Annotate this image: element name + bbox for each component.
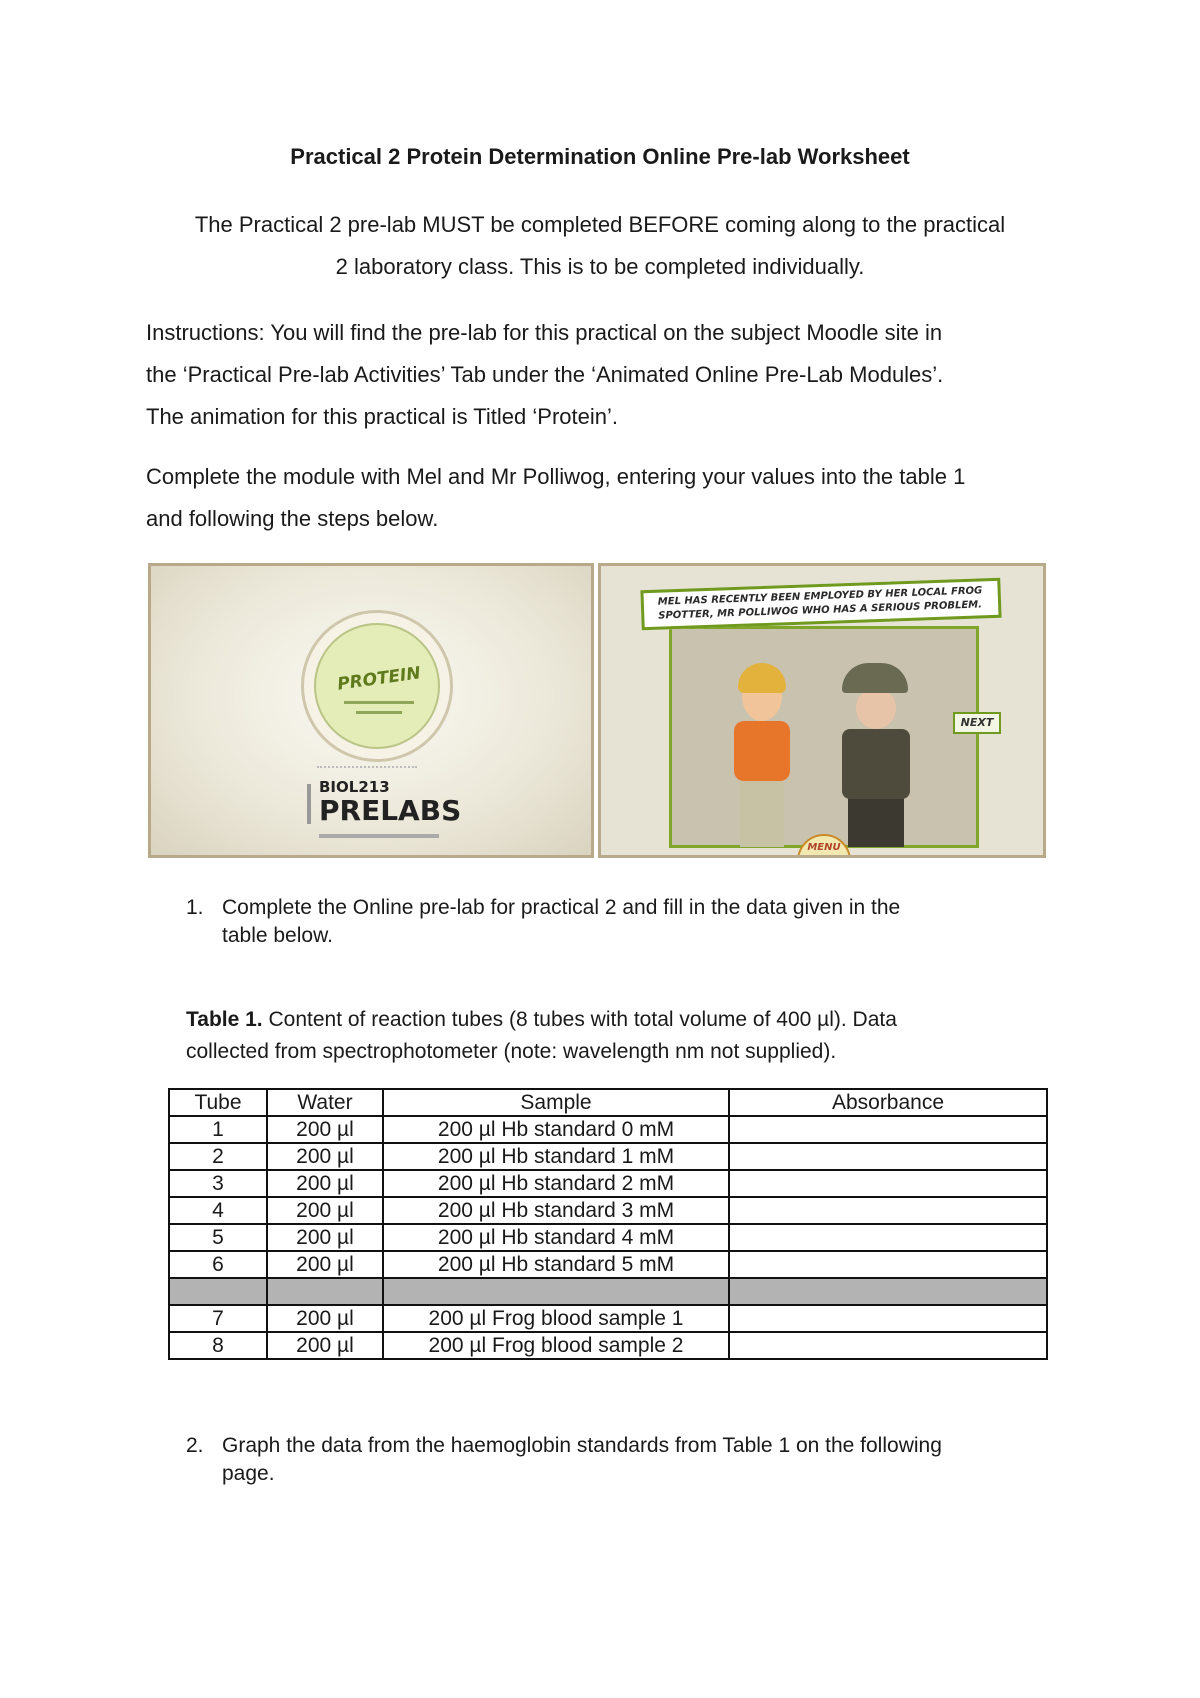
- table-row: [169, 1116, 1047, 1143]
- page-title: Practical 2 Protein Determination Online Pre-lab Worksheet: [290, 144, 910, 169]
- intro-line-1: The Practical 2 pre-lab MUST be completed BEFORE coming along to the practical: [194, 212, 1006, 237]
- cell-sample: 200 µl Hb standard 3 mM: [383, 1197, 729, 1224]
- scene-caption: MEL HAS RECENTLY BEEN EMPLOYED BY HER LOCAL FROG SPOTTER, MR POLLIWOG WHO HAS A SERIOUS PROBLEM.: [640, 578, 1001, 631]
- intro-paragraph: [140, 204, 1060, 288]
- instructions-line-1: Instructions: You will find the pre-lab for this practical on the subject Moodle site in: [146, 320, 943, 345]
- cell-tube: 7: [169, 1305, 267, 1332]
- cell-absorbance[interactable]: [729, 1224, 1047, 1251]
- cell-absorbance[interactable]: [729, 1332, 1047, 1359]
- table-caption-line-1: Content of reaction tubes (8 tubes with total volume of 400 µl). Data: [262, 1008, 897, 1031]
- polliwog-character: [842, 729, 910, 799]
- step-2-line-1: Graph the data from the haemoglobin standards from Table 1 on the following: [222, 1434, 942, 1457]
- cell-water: 200 µl: [267, 1170, 383, 1197]
- cell-absorbance[interactable]: [729, 1116, 1047, 1143]
- intro-scene-image: [598, 563, 1046, 858]
- cell-water: 200 µl: [267, 1143, 383, 1170]
- cell-tube: 1: [169, 1116, 267, 1143]
- table-header-row: [169, 1089, 1047, 1116]
- step-number: 1.: [186, 896, 204, 919]
- header-absorbance: Absorbance: [729, 1089, 1047, 1116]
- cell-tube: 5: [169, 1224, 267, 1251]
- logo-code: BIOL213: [319, 778, 390, 796]
- step-number: 2.: [186, 1434, 204, 1457]
- table-row: [169, 1170, 1047, 1197]
- cell-water: 200 µl: [267, 1332, 383, 1359]
- cell-water: 200 µl: [267, 1116, 383, 1143]
- menu-button: MENU: [797, 834, 851, 858]
- cell-tube: 2: [169, 1143, 267, 1170]
- cell-absorbance: [729, 1278, 1047, 1305]
- cell-absorbance[interactable]: [729, 1305, 1047, 1332]
- step-1-line-2: table below.: [222, 924, 333, 947]
- table-caption: [186, 1004, 1046, 1068]
- table-row: [169, 1305, 1047, 1332]
- table-separator-row: [169, 1278, 1047, 1305]
- table-row: [169, 1197, 1047, 1224]
- cell-water: 200 µl: [267, 1224, 383, 1251]
- module-line-2: and following the steps below.: [146, 506, 439, 531]
- cell-sample: 200 µl Hb standard 1 mM: [383, 1143, 729, 1170]
- protein-badge: [301, 610, 453, 762]
- cell-tube: 8: [169, 1332, 267, 1359]
- cell-sample: 200 µl Hb standard 0 mM: [383, 1116, 729, 1143]
- instructions-line-2: the ‘Practical Pre-lab Activities’ Tab under the ‘Animated Online Pre-Lab Modules’.: [146, 362, 944, 387]
- cell-sample: 200 µl Hb standard 4 mM: [383, 1224, 729, 1251]
- cell-water: [267, 1278, 383, 1305]
- reaction-tubes-table: [168, 1088, 1048, 1360]
- cell-absorbance[interactable]: [729, 1143, 1047, 1170]
- module-paragraph: [146, 456, 1066, 540]
- cell-water: 200 µl: [267, 1305, 383, 1332]
- cell-tube: [169, 1278, 267, 1305]
- mel-character: [734, 721, 790, 781]
- cell-water: 200 µl: [267, 1251, 383, 1278]
- cell-sample: 200 µl Hb standard 5 mM: [383, 1251, 729, 1278]
- next-button: NEXT: [953, 712, 1001, 734]
- logo-main: PRELABS: [319, 794, 462, 827]
- header-water: Water: [267, 1089, 383, 1116]
- table-caption-line-2: collected from spectrophotometer (note: wavelength nm not supplied).: [186, 1040, 837, 1063]
- table-caption-label: Table 1.: [186, 1008, 263, 1031]
- module-screenshots: [148, 563, 1046, 858]
- header-sample: Sample: [383, 1089, 729, 1116]
- header-tube: Tube: [169, 1089, 267, 1116]
- cell-sample: 200 µl Frog blood sample 2: [383, 1332, 729, 1359]
- title-screen-image: [148, 563, 594, 858]
- instructions-line-3: The animation for this practical is Titled ‘Protein’.: [146, 404, 618, 429]
- table-row: [169, 1251, 1047, 1278]
- module-line-1: Complete the module with Mel and Mr Polliwog, entering your values into the table 1: [146, 464, 966, 489]
- table-row: [169, 1143, 1047, 1170]
- cell-absorbance[interactable]: [729, 1170, 1047, 1197]
- cell-sample: 200 µl Frog blood sample 1: [383, 1305, 729, 1332]
- table-row: [169, 1224, 1047, 1251]
- cell-absorbance[interactable]: [729, 1197, 1047, 1224]
- scene-frame: [669, 626, 979, 848]
- cell-tube: 4: [169, 1197, 267, 1224]
- cell-absorbance[interactable]: [729, 1251, 1047, 1278]
- cell-sample: 200 µl Hb standard 2 mM: [383, 1170, 729, 1197]
- cell-tube: 3: [169, 1170, 267, 1197]
- cell-water: 200 µl: [267, 1197, 383, 1224]
- cell-sample: [383, 1278, 729, 1305]
- step-2-line-2: page.: [222, 1462, 275, 1485]
- cell-tube: 6: [169, 1251, 267, 1278]
- badge-title: PROTEIN: [336, 663, 422, 695]
- table-row: [169, 1332, 1047, 1359]
- instructions-paragraph: [146, 312, 1066, 438]
- intro-line-2: 2 laboratory class. This is to be completed individually.: [335, 254, 865, 279]
- step-1-line-1: Complete the Online pre-lab for practical 2 and fill in the data given in the: [222, 896, 901, 919]
